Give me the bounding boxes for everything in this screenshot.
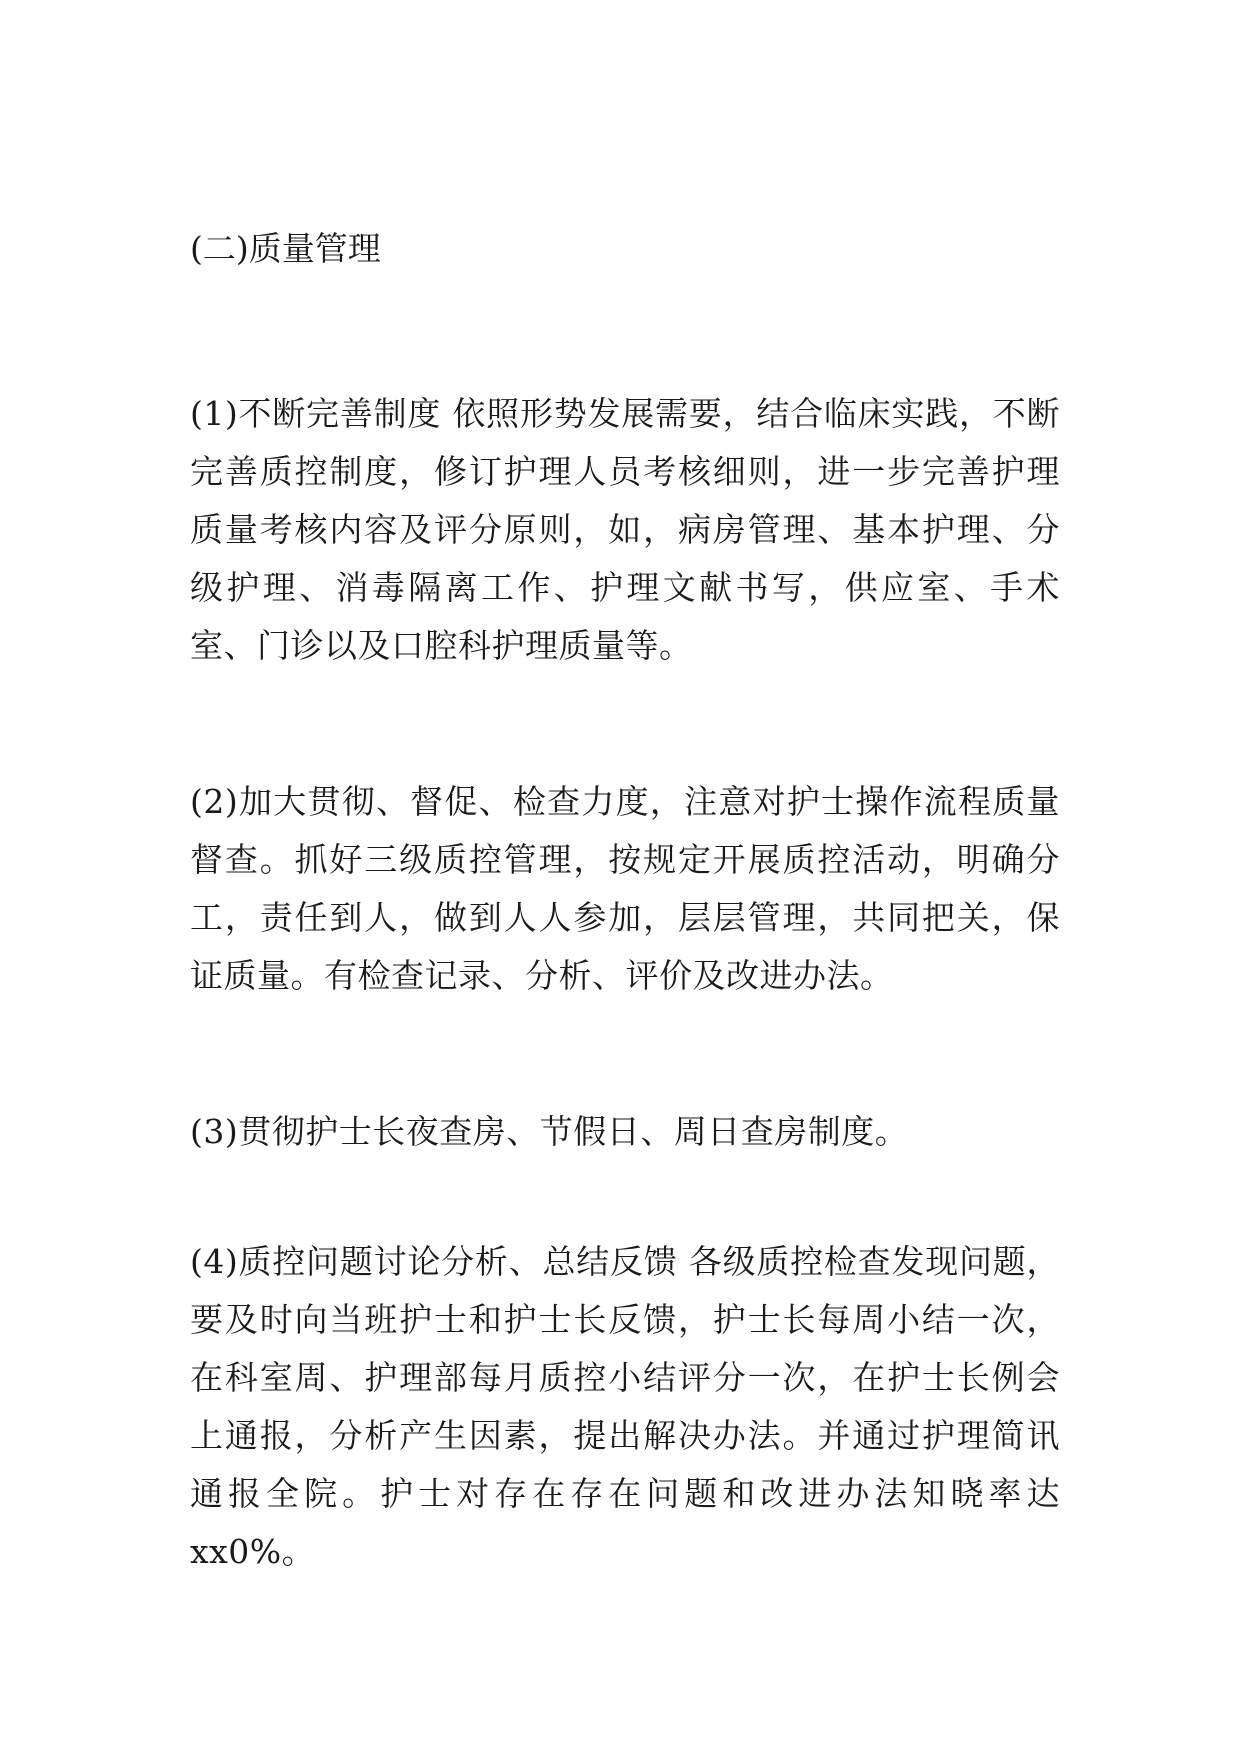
- section-heading: (二)质量管理: [190, 229, 381, 268]
- paragraph-1: (1)不断完善制度 依照形势发展需要，结合临床实践，不断完善质控制度，修订护理人员考核细则，进一步完善护理质量考核内容及评分原则，如，病房管理、基本护理、分级护理、消毒隔离工作、护理文献书写，供应室、手术室、门诊以及口腔科护理质量等。: [190, 394, 1060, 665]
- paragraph-2: (2)加大贯彻、督促、检查力度，注意对护士操作流程质量督查。抓好三级质控管理，按规定开展质控活动，明确分工，责任到人，做到人人参加，层层管理，共同把关，保证质量。有检查记录、分析、评价及改进办法。: [190, 782, 1060, 995]
- paragraph-4: (4)质控问题讨论分析、总结反馈 各级质控检查发现问题，要及时向当班护士和护士长反馈，护士长每周小结一次，在科室周、护理部每月质控小结评分一次，在护士长例会上通报，分析产生因素，提出解决办法。并通过护理简讯通报全院。护士对存在存在问题和改进办法知晓率达 xx0%。: [190, 1242, 1060, 1571]
- paragraph-3: (3)贯彻护士长夜查房、节假日、周日查房制度。: [190, 1112, 909, 1151]
